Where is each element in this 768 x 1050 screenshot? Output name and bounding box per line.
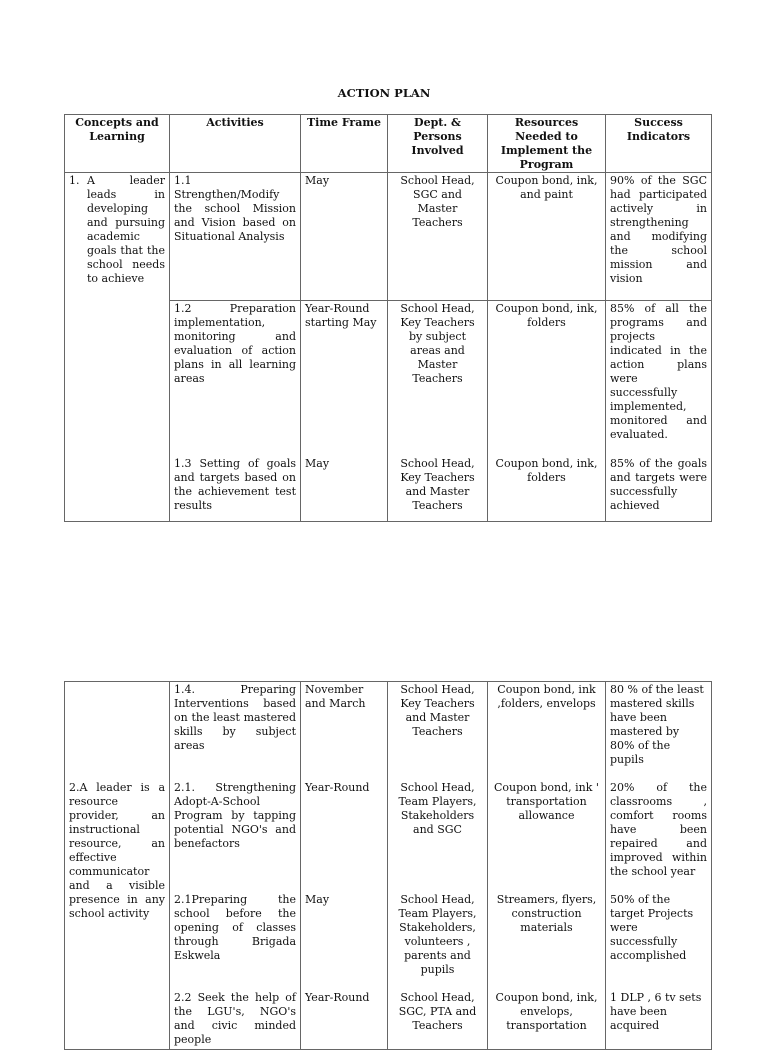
table-row	[65, 173, 712, 301]
activity-cell: 1.2 Preparation implementation, monitoring and evaluation of action plans in all learning areas	[170, 301, 301, 456]
concept-cell: 2.A leader is a resource provider, an instructional resource, an effective communicator and a visible presence in any school activity	[65, 780, 170, 1050]
concept-number: 1.	[69, 174, 80, 187]
activity-cell: 1.1 Strengthen/Modify the school Mission and Vision based on Situational Analysis	[170, 173, 301, 301]
indicator-cell: 50% of the target Projects were successfully accomplished	[606, 892, 712, 990]
dept-cell: School Head, SGC, PTA and Teachers	[388, 990, 488, 1050]
time-cell: November and March	[301, 682, 388, 780]
indicator-cell: 80 % of the least mastered skills have been mastered by 80% of the pupils	[606, 682, 712, 780]
action-plan-table-1	[64, 114, 712, 522]
indicator-cell: 90% of the SGC had participated actively in strengthening and modifying the school mission and vision	[606, 173, 712, 301]
indicator-cell: 85% of all the programs and projects indicated in the action plans were successfully implemented, monitored and evaluated.	[606, 301, 712, 456]
time-cell: May	[301, 173, 388, 301]
dept-cell: School Head, Team Players, Stakeholders and SGC	[388, 780, 488, 892]
header-indicators: Success Indicators	[606, 115, 712, 173]
activity-cell: 2.1. Strengthening Adopt-A-School Program by tapping potential NGO's and benefactors	[170, 780, 301, 892]
concept-cell	[65, 173, 170, 522]
resources-cell: Coupon bond, ink ' transportation allowance	[488, 780, 606, 892]
header-dept: Dept. & Persons Involved	[388, 115, 488, 173]
page-title: ACTION PLAN	[337, 86, 431, 100]
concept-text: A leader leads in developing and pursuing academic goals that the school needs to achieve	[87, 174, 165, 285]
resources-cell: Streamers, flyers, construction materials	[488, 892, 606, 990]
table-row	[65, 682, 712, 780]
activity-cell: 1.4. Preparing Interventions based on the least mastered skills by subject areas	[170, 682, 301, 780]
activity-cell: 1.3 Setting of goals and targets based on the achievement test results	[170, 456, 301, 522]
resources-cell: Coupon bond, ink, and paint	[488, 173, 606, 301]
time-cell: Year-Round	[301, 990, 388, 1050]
dept-cell: School Head, Key Teachers and Master Teachers	[388, 456, 488, 522]
indicator-cell: 85% of the goals and targets were successfully achieved	[606, 456, 712, 522]
dept-cell: School Head, Key Teachers by subject areas and Master Teachers	[388, 301, 488, 456]
header-concepts: Concepts and Learning	[65, 115, 170, 173]
concept-cell-empty	[65, 682, 170, 780]
action-plan-table-2	[64, 681, 712, 1050]
activity-cell: 2.2 Seek the help of the LGU's, NGO's and civic minded people	[170, 990, 301, 1050]
resources-cell: Coupon bond, ink, folders	[488, 456, 606, 522]
dept-cell: School Head, Team Players, Stakeholders, volunteers , parents and pupils	[388, 892, 488, 990]
dept-cell: School Head, Key Teachers and Master Teachers	[388, 682, 488, 780]
resources-cell: Coupon bond, ink, envelops, transportation	[488, 990, 606, 1050]
indicator-cell: 1 DLP , 6 tv sets have been acquired	[606, 990, 712, 1050]
activity-cell: 2.1Preparing the school before the opening of classes through Brigada Eskwela	[170, 892, 301, 990]
resources-cell: Coupon bond, ink, folders	[488, 301, 606, 456]
header-activities: Activities	[170, 115, 301, 173]
table-row	[65, 780, 712, 892]
table-header-row	[65, 115, 712, 173]
time-cell: May	[301, 456, 388, 522]
header-time-frame: Time Frame	[301, 115, 388, 173]
header-resources: Resources Needed to Implement the Program	[488, 115, 606, 173]
time-cell: Year-Round starting May	[301, 301, 388, 456]
resources-cell: Coupon bond, ink ,folders, envelops	[488, 682, 606, 780]
time-cell: May	[301, 892, 388, 990]
dept-cell: School Head, SGC and Master Teachers	[388, 173, 488, 301]
time-cell: Year-Round	[301, 780, 388, 892]
indicator-cell: 20% of the classrooms , comfort rooms have been repaired and improved within the school year	[606, 780, 712, 892]
